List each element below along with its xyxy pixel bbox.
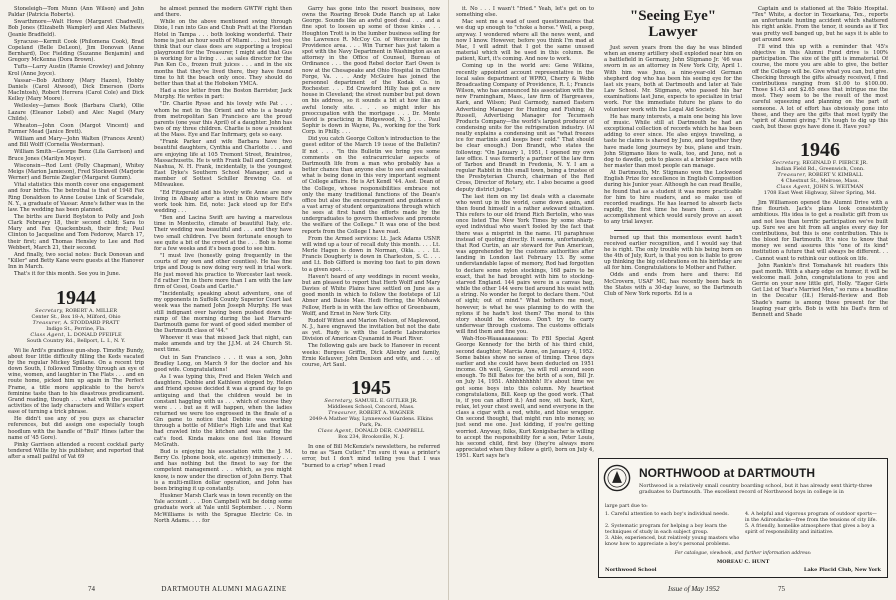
paragraph: Whoever it was that missed Jack that night, can make amends and try the J.J.M. at 24 Church St. next time.	[154, 335, 292, 354]
paragraph: Wah-Hoo-Waaaaaaaaaaa: To FBI Special Agent George Kennedy for the birth of his third child, second daughter, Marcia Anne, on January 4, 1952. Some babies show no sense of timing. Three days earlier and she could have been deducted on 1951 income. Oh well, George, 'ya will roll around soon enough. To Bill Bates for the birth of a son, Bill Jr. on July 14, 1951. Ahhhhhhhhh! It's about time we got some boys into this column. My heartiest congratulations, Bill. Keep up the good work. (That is, if you can afford it.) And now, sit back, Kurt, relax, let your chest swell, and send everyone in the class a cigar with a red, white, and blue wrapper. On second thought, that might run into money, so just send me one. Just kidding, if you're getting worried. Anyway, folks, Kurt Konigsbacher is willing to accept the responsibility for a son, Peter Louis, his second child, first boy (they're always more appreciated when they follow a girl), born on July 4, 1951. Kurt says he's	[456, 336, 594, 460]
paragraph: "Incidentally, speaking about adventure, one of my opponents in Suffolk County Superior Court last week was the named John Joseph Murphy. He was still indignant over having been pushed down the ramp of the morning during the last Harvard-Dartmouth game for want of good sided member of the Dartmouth class of '44."	[154, 291, 292, 334]
paragraph: Tufts—Larry Austin (Ramie Crowley) and Johnny Krol (Anne Joyce).	[8, 64, 144, 77]
paragraph: "Dr. Charlie Rysse and his lovely wife Pat . . . whom he met in the Orient and who is a beauty from metropolitan San Francisco are the proud parents (one year this April) of a daughter. John has two of my three children. Charlie is now a resident at the Mass. Eye and Ear Infirmary, gets so easy.	[154, 101, 292, 139]
paragraph: He has many interests, a main one being his love of music. While still at Dartmouth he had an exceptional collection of records which he has been adding to ever since. He also enjoys traveling, a taste he claims is shared by Juno, and together they have made long journeys by bus, plane and train. John Stigmano likes to walk, too, and Juno, not a dog to dawdle, gets to places at a brisker pace with her master than most people can manage.	[604, 113, 742, 169]
class-year: 1946	[800, 139, 840, 162]
paragraph: William Smith—George Benz (Lila Garrison) and Bruce Jones (Marilyn Moyer).	[8, 149, 144, 162]
right-column-1	[456, 6, 594, 581]
paragraph: And finally, two social notes: Buck Donovan and "Killer" and Betty Kane were guests at the Hanover Inn in March.	[8, 251, 144, 271]
paragraph: Wheaton—John Coon (Margot Vincent) and Farmer Mead (Janice Brett).	[8, 122, 144, 135]
divider	[614, 230, 732, 231]
paragraph: I'll wind this up with a reminder that '45's objective in this Alumni Fund drive is 100% participation. The size of the gift is immaterial. Of course, the more you are able to give, the better off the College will be. Give what you can, but give. Checking through the gifts already received, I find contributions ranging from $1.00 to $100.00. Those $1.43 and $2.65 ones that intrigue me the most. They seem to be the result of the most careful squeezing and planning on the part of someone. A lot of effort has obviously gone into these, and they are the gifts that most typify the "spirit of Alumni giving." It's tough to dig up this cash, but these guys have done it. Have you?	[752, 43, 888, 130]
paragraph: While on the above mentioned swing through Dixie, I ran into Gus and Chub Pratt at the Floridan Hotel in Tampa . . . both looking wonderful. Their home is just an hour south of Miami . . . but lest you think that our class does are supporting a tropical playground for the Treasurer, I might add that Gus is working for a living . . . as sales director for the Pan Ken Co., frozen fruit juices . . . and in the six months that they've lived there, they have found time to hit the beach only once. They should do better than that at the Hoboken YMCA.	[154, 19, 292, 87]
ad-features-list	[605, 512, 881, 549]
paragraph: Mac sent me a wad of used questionnaires that we dug up enough to "choke a horse." Well, a peep, anyway. I wondered where all the news went, and now I know. However, before you think I'm mad at Mac, I will admit that I got the same unused material which will be used in this column. Be patient, Kurt, it's coming. And now to work.	[456, 19, 594, 63]
class-1946-heading: 1946 Secretary, REGINALD F. PIERCE JR. Indian Field Rd., Greenwich, Conn. Treasurer, ROBERT V. KIMBALL 4 Chestnut St., Melrose, Mass. Class Agent, JOHN S. WEITMAN 1708 East West Highway, Silver Spring, Md.	[752, 140, 888, 196]
paragraph: "Ed Fitzgerald and his lovely wife Anne are now living in Albany after a stint in Ohio where Ed's work took him. Ed, note: Jack stood up for Ed's wedding . . .	[154, 189, 292, 214]
paragraph: Stoneleigh—Tom Munn (Ann Wilson) and John Paldar (Patricia Roberts).	[8, 6, 144, 19]
paragraph: Wellesley—James Book (Barbara Clark), Ollie Lazare (Eleanor Lobel) and Alec Nagel (Mary Childs).	[8, 103, 144, 122]
class-year: 1945	[351, 377, 391, 400]
paragraph: Rudolf Witten and Marion Nelson, of Maplewood, N. J., have engraved the invitation but not the date as yet. Rudy is with the Lederle Laboratories Division of American Cyanamid in Pearl River.	[302, 317, 440, 343]
right-page	[448, 0, 896, 600]
paragraph: Jim Williamson opened the Alumni Drive with a fine flourish. Jack's plans look consistently ambitious. His idea is to get a realistic gift from us and not less than terrific participation we've built up. Sure we are hit from all angles every day for contributions, but this is one contribution. This is the blood for Dartmouth. It's nice to know that money we send assures this "one of its kind" institution a future that will always be different. . . . Cannot want to rethink our outlook on life.	[752, 200, 888, 262]
ad-feature: 3. Able, experienced, but relatively young masters who know how to appreciate a boy's personal problems.	[605, 536, 740, 547]
ad-contact-name: MOREAU C. HUNT	[716, 559, 770, 565]
paragraph: Did you catch George Colton's introduction to the guest editor of the March 19 issue of the Bulletin? If not . . . "In this Bulletin we bring you some comments on the extracurricular aspects of Dartmouth life from a man who probably has a better chance than anyone else to see and evaluate what is being done in this very important segment of College affairs. He is Art Kendl '44. Asst. Dean of the College, whose responsibilities embrace not only the many traditional functions of the Dean's office but also the encouragement and guidance of a vast array of student organizations through which he sees at first hand the efforts made by the undergraduates to govern themselves and promote the welfare of the College." It was one of the best reports from the College I have read.	[302, 136, 440, 235]
ad-title: NORTHWOOD at DARTMOUTH	[639, 466, 815, 480]
paragraph: "Ben and Lacina Swift are having a marvelous time in Montecito, climate of beautiful Italy, etc. Their wedding was beautiful and . . . and they have two small children. I've been fortunate enough to see quite a bit of the crowd at the . . . Bob is home for a few weeks and it's been good to see him.	[154, 215, 292, 252]
paragraph: Just seven years from the day he was blinded when an enemy artillery shell exploded near him on a battlefield in Germany, John Stigmano Jr. '46 was sworn in as an attorney in New York City, April 1. With him was Juno, a nine-year-old German shepherd dog who has been his seeing eye for the last six years, both at Dartmouth and later at Yale Law School. Mr. Stigmano, who passed his bar examinations last June, expects to specialize in trial work. For the immediate future he plans to do volunteer work with the Legal Aid Society.	[604, 45, 742, 113]
paragraph: "Frank Parker and wife Barbara have two beautiful daughters, Cynthia and Charlotte . . . and are enjoying life at 105 Tremont Street, Braintree, Massachusetts. He is with Frank Dall and Company, Nashua, N. H. Frank, incidentally, is the youngest East Dyke's Southern School Manager, and a member of Sottest Schiller Brewing Co. of Milwaukee.	[154, 139, 292, 189]
paragraph: Vital statistics this month cover one engagement and four births. The betrothal is that of 1948 Fax Ring Donaldson to Anne Louise Link of Scarsdale, N. Y., a graduate of Vassar. Anne's father was in the law. The wedding has been planned.	[8, 182, 144, 213]
paragraph: The following gals are back to Hanover in recent weeks: Burgess Griffin, Dick Allenby and family, Ernie Kefauver, John Denison and wife, and . . . of course, Art Saul.	[302, 343, 440, 368]
right-column-2	[604, 6, 742, 446]
paragraph: Bud is enjoying his association with the J. M. Berry Co. (phone book, etc. agency) immensely . . . and has nothing but the finest to say for the competent management . . . which, as you might know, is now under the direction of John Berry. That is a multi-million dollar operation, and John has been bringing it up constantly.	[154, 448, 292, 492]
paragraph: Had a nice letter from the Boston Barrister, Jack Murphy. He writes in part:	[154, 88, 292, 101]
paragraph: Huskner Marsh Clark was in town recently on the Yale account . . . Don Campbell will be doing some graduate work at Yale until September. . . . Norm McWilliams is with the Sprague Electric Co. in North Adams. . . . for	[154, 493, 292, 524]
left-column-1	[8, 6, 144, 581]
paragraph: From the Armed services: Lt. Jack Adams USNR will wind up a tour of recall duty this month. . . . Lt. Merle Hagen is down in Norman, Okla. . . . Lt. Francis Dougherty is down in Charleston, S. C. . . . and Lt. Bob Gifford is moving too fast to pin down to a given spot. . . .	[302, 235, 440, 273]
ad-contact-line: For catalogue, viewbook, and further information address:	[674, 551, 812, 556]
ad-feature: 5. A friendly, homelike atmosphere that gives a boy a spirit of responsibility and initiative.	[745, 524, 875, 535]
paragraph: Odds and ends from here and there: Ed McCrovern, USAF MC, has recently been back in the States with a 30-day leave, so the Dartmouth Club of New York reports. Ed is a	[604, 272, 742, 297]
paragraph: Out in San Francisco . . . it was a son, John Bradley Long, on March 9 for the doctor and his good wife. Congratulations!	[154, 354, 292, 373]
paragraph: That's it for this month. See you in June.	[14, 271, 121, 278]
paragraph: Garry has gone into the resort business, now owns the Roaring Brook Dude Ranch up at Lake George. Sounds like an awful good deal . . . and a fine spot to loosen up some of those kinks . . . Houghton Trott is in the lumber business selling for the Lawrence R. McCoy Co. of Worcester in the Providence area. . . . Win Turner has just taken a spot with the Navy Department in Washington as an attorney in the Office of Counsel, Bureau of Ordinance . . . the good Rebel doctor Earl Owen is now at the Chesapeake and Ohio Hospital in Clifton Forge, Va. . . . Andy McGuire has joined the personnel department of the Kodak Co. in Rochester. . . . Ed Crawford Hilly has got a new house in Cleveland; the street number but put down on his address, so it sounds a bit at how like an awful lonely site. . . . so might infer his preoccupation with the mortgage . . . Dr. Monte David is practicing in Ridgewood, N. J. . . . Paul Sophir is down in Wayne, Pa., working for the York Corp. in Philly. . . .	[302, 6, 440, 136]
ad-feature: 2. Systematic program for helping a boy learn the techniques of study in each subject group.	[605, 524, 727, 535]
paragraph: William and Mary—John Walten (Frances Arent) and Bill Wolff (Cornelia Westerman).	[8, 136, 144, 149]
paragraph: "I must live (honestly going frequently in the courts of my own and other counties). He has fine trips and Doug is now doing very well in trial work. He just moved his practice to Worcester last week. I'd rather I'm in there more than I am with the law firm of Cessi, Coats and Carlie."	[154, 253, 292, 290]
paragraph: burned up that this momentous event hadn't received earlier recognition, and I would say that he is right. The only trouble with his being born on the 4th of July, Kurt, is that you son is liable to grow up thinking the big celebrations on his birthday are all for him. Congratulations to Mother and Father.	[604, 234, 742, 272]
magazine-title: DARTMOUTH ALUMNI MAGAZINE	[161, 585, 287, 593]
class-year: 1944	[56, 286, 96, 309]
class-1944-heading: 1944 Secretary, ROBERT A. MILLER Center St., Box 18-A, Milford, Ohio Treasurer, A. STODDARD PRATT Indigo St., Perrine, Fla. Class Agent, L. DONALD PFEIFLE South Country Rd., Bellport, L. I., N. Y.	[8, 288, 144, 344]
paragraph: He didn't use any of you guys as character references, but did assign one especially tough hoodlum with the handle of "Bull" Hines (after the name of '45 Gore).	[8, 416, 144, 441]
ad-location: Lake Placid Club, New York	[803, 567, 881, 573]
ad-school-name: Northwood School	[605, 567, 657, 573]
ad-feature: 1. Careful attention to each boy's individual needs.	[605, 512, 729, 517]
paragraph: John Rankin's first Tomahawk hit readers this past month. With a sharp edge on humor, it will be welcome mail. John, congratulations to you and Gerrie on your new little girl, Holly. "Eager Girls Get List of Year's Married Men," so runs a headline in the Decatur (Ill.) Herald-Review and Bob Shade's name is among those present for the leaping year girls. Bob is with his Dad's firm of Bennett and Shade	[752, 262, 888, 318]
paragraph: Coming up in the world are: Gene Wilkins, recently appointed account representative in the local sales department of WPRO, Cherry & Webb Broadcasting Company of Providence, R. I.; Francis Wilson, who has announced his association with the new Framingham, Mass., law firm of Hargreaves, Kark, and Wilson; Paul Carmody, named Eastern Advertising Manager for Hunting and Fishing; Al Russell, Advertising Manager for Tecumseh Products Company—the world's largest producer of condensing units for the refrigeration industry. (Al neatly explains a condensing unit as "what freezes ice for martinis and keeps beer cold." That should be clear enough.) Don Brandt, who states the following: "On January 1, 1951, I opened my own law office. I was formerly a partner of the law firm of Tarbox and Brandt in Fredonia, N. Y. I am a regular Rabbit in this small town, being a trustee of the Presbyterian Church, chairman of the Red Cross, Director of Rotary, etc. I also became a good deputy district judge."	[456, 63, 594, 193]
paragraph: The births are David Boylston to Polly and Josh Clark February 18, their second child; Sara to Mary and Fax Quackenbush, their first; Paul Clinton to Jacqueline and Tom Fedorow, March 17, their first; and Thomas Hensley to Lee and Rod Webbert, March 21, their second.	[8, 214, 144, 251]
paragraph: As I was typing this, Fred and Helen Welch and daughters, Debbie and Kathleen stopped by. Helen and friend spouse decided it was a grand day to go antiquing and that the children would be in constant haggling with us . . . which of course they were . . . but as it will happen, when the ladies returned we were too engrossed in the finale of a Gin game to notice that Debbie was working through a bottle of Miller's High Life and that Kat had crawled into the kitchen and was eating the cat's food. Kinda makes one feel like Howard McGrath.	[154, 374, 292, 448]
northwood-advertisement	[598, 458, 888, 578]
ad-feature: 4. A helpful and vigorous program of outdoor sports—in the Adirondacks—free from the tensions of city life.	[745, 512, 877, 523]
left-column-3	[302, 6, 440, 581]
paragraph: Captain and is stationed at the Tokio Hospital. "Tex" White, a doctor in Texarkana, Tex., reports an unfortunate hunting accident which shattered his right ankle. From the tenor, it sounds as if Tex was pretty well banged up, but he says it is able to get around now.	[752, 6, 888, 43]
issue-date: Issue of May 1952	[668, 585, 720, 593]
class-1945-heading: 1945 Secretary, SAMUEL E. GUTLER JR. Middlesex School, Concord, Mass. Treasurer, ROBERT A. WAGNER 2049-A Mather Way, Lynnewood Gardens. Elkins Park, Pa. Class Agent, DONALD DER. CAMPBELL Box 234, Brooksville, N. J.	[302, 378, 440, 440]
school-seal-icon	[603, 464, 631, 492]
paragraph: In one of Bill McKenzie's newsletters, he referred to me as "Sam Cutler." I'm sure it was a printer's error, but I don't mind telling you that I was "burned to a crisp" when I read	[302, 444, 440, 469]
paragraph: Wi lie Ardi's grandiose gun-shop. Timothy Bundy, about four little difficulty filling the Keds vacated by the regular Mickey Spillane. On a recent trip down South, I followed Timothy through an eye of wine, women, and laughter in The Flats . . . and en route home, picked him up again in The Perfect Frame, a title more applicable to the hero's feminine taste than to his disastrous predicament. Grand reading, though . . . what with the peculiar activities of the lady characters and Willie's expert ease of turning a trick phrase.	[8, 347, 144, 416]
paragraph: Wisconsin—Rod Lent (Polly Chapman), Whitey Meigs (Marion Jamieson), Fred Stockwell (Marjorie Werner) and Bernie Ziegler (Margaret Gumm).	[8, 162, 144, 182]
ad-features-label: large part due to:	[605, 504, 648, 509]
paragraph: it. No . . . I wasn't "fried." Yeah, let's get on to something else.	[456, 6, 594, 19]
paragraph: Vassar—Bob Anthony (Mary Hazen), Hobby Daniels (Carol Atwood), Dick Emerson (Doris MacIntosh), Robert Herrera (Carol Cole) and Dick Kelley (Mary Moore).	[8, 77, 144, 103]
paragraph: The last item on my list deals with a classmate who went up in the world, came down again, and then found himself in a rather awkward situation. This refers to our old friend Rich Bertolin, who was once listed The New York Times by some sharp-eyed individual who wasn't fooled by the fact that there was a misprint in the name. I'll paraphrase instead of quoting directly. It seems, unfortunately, that Rod Curtin, an air steward for Pan American, was apprehended by the customs authorities after landing in London last February 13. By some understandable lapse of memory, Rod had forgotten to declare some nylon stockings, 168 pairs to be exact, that he had brought with him to stocking-starved England. 144 pairs were in a canvas bag, while the other 144 were tied around his waist with a string. No wonder he forgot to declare them. "Out of sight; out of mind." What bothers me most, however, is what he was planning to do with the nylons if he hadn't lost them? The moral to this story should be obvious. Don't try to carry underwear through customs. The customs officials will find them and fine you.	[456, 193, 594, 336]
paragraph: Haven't heard of any weddings in recent weeks, but am pleased to report that Herb Wolff and Mary Davies of White Plains have settled on June as a good month in which to follow the footsteps of Lil Abner and Daisie Mae. Hedi Hering, the Mohawk Fellow, Herb is in with the law office of Greenbaum, Wolff, and Ernst in New York City.	[302, 273, 440, 317]
ad-intro: Northwood is a relatively small country boarding school, but it has already sent thirty-three graduates to Dartmouth. The excellent record of Northwood boys in college is in	[639, 483, 873, 495]
paragraph: Pinky Garrison attended a recent cocktail party tendered Willie by his publisher, and reported that after a small pailful of Vat 69	[8, 441, 144, 461]
page-number: 75	[778, 585, 785, 593]
right-column-3	[752, 6, 888, 446]
article-headline: "Seeing Eye" Lawyer	[629, 8, 717, 40]
paragraph: Syracuse—Kermit Cook (Philomena Cook), Brad Copeland (Belle DeLeon), Jim Donovan (Anne Bernhard), Doc Fielding (Suzanne Benjamin) and Gregory McKenna (Dora Brown).	[8, 38, 144, 64]
page-number: 74	[88, 585, 95, 593]
paragraph: he almost penned the modern GWTW right then and there.	[154, 6, 292, 19]
paragraph: At Dartmouth, Mr. Stigmano won the Lockwood English Prize for excellence in English Composition during his Junior year. Although he can read Braille, he found that as a student it was more practicable for him to hire readers, and so make use of recorded readings. He has learned to absorb facts rapidly, the first time he hears them . . . an accomplishment which would surely prove an asset to any trial lawyer.	[604, 170, 742, 226]
paragraph: Swarthmore—Walt Howe (Margaret Chadwell), Bob Jones (Elizabeth Wampler) and Alex Mathews (Jeanie Bradfield).	[8, 19, 144, 38]
left-column-2	[154, 6, 292, 581]
